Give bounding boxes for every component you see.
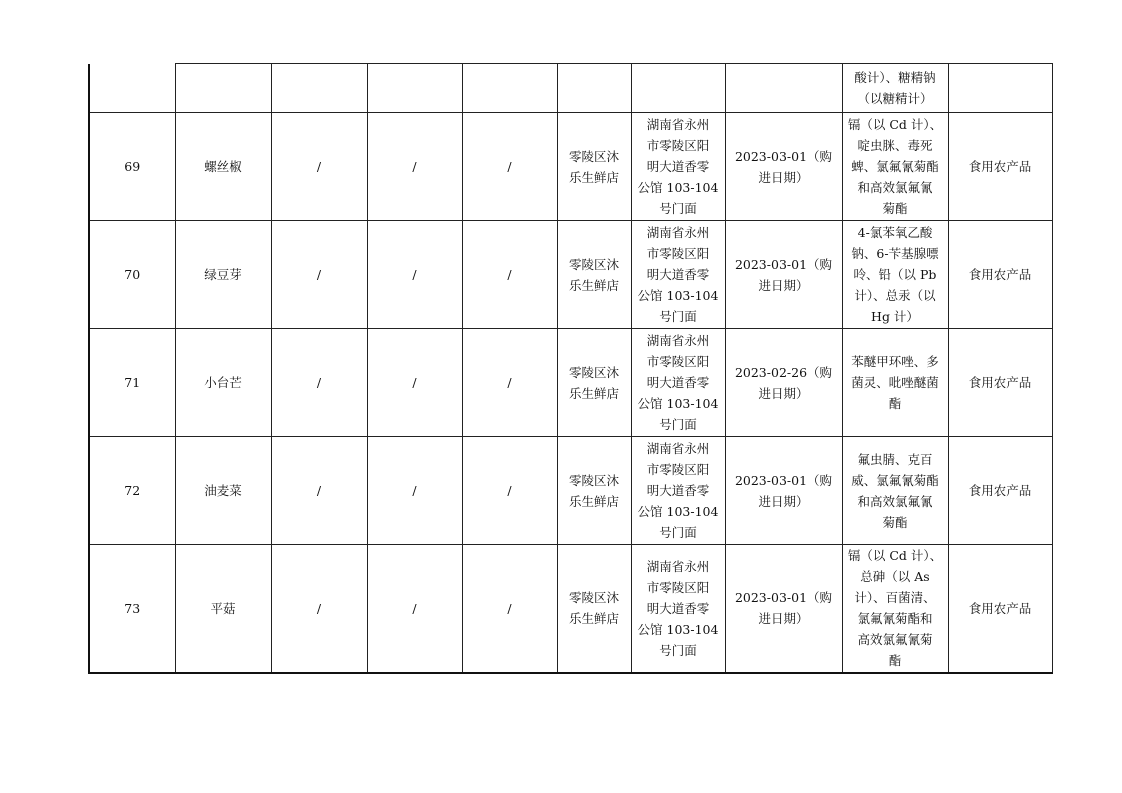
- test-items-cell: [842, 221, 948, 329]
- date-cell: [725, 64, 842, 113]
- address-cell-line: 号门面: [659, 417, 697, 432]
- test-items-cell-line: 苯醚甲环唑、多: [851, 354, 939, 369]
- table-row: [89, 221, 1052, 329]
- address-cell-line: 明大道香零: [646, 267, 710, 282]
- slash-cell: /: [271, 329, 367, 437]
- address-cell-line: 湖南省永州: [646, 333, 710, 348]
- inspection-results-table: [88, 63, 1053, 674]
- test-items-cell-line: 呤、铅（以 Pb: [853, 267, 937, 282]
- address-cell-line: 湖南省永州: [646, 558, 710, 574]
- date-cell-line: 进日期）: [758, 493, 809, 509]
- index-cell: 70: [89, 221, 175, 329]
- date-cell: [725, 113, 842, 221]
- test-items-cell-line: 氯氟氰菊酯和: [857, 611, 933, 627]
- table-row: [89, 437, 1052, 545]
- address-cell-line: 明大道香零: [646, 375, 710, 390]
- date-cell-line: 进日期）: [758, 277, 809, 293]
- address-cell-line: 号门面: [659, 525, 697, 540]
- table-row: [89, 113, 1052, 221]
- store-cell: [557, 221, 631, 329]
- test-items-cell-line: 酸计）、糖精钠: [854, 70, 936, 85]
- category-cell: 食用农产品: [948, 437, 1052, 545]
- address-cell-line: 市零陵区阳: [646, 246, 710, 261]
- address-cell-line: 公馆 103-104: [637, 396, 719, 411]
- test-items-cell-line: 镉（以 Cd 计）、: [847, 548, 943, 564]
- address-cell-line: 市零陵区阳: [646, 354, 710, 369]
- store-cell-line: 零陵区沐: [568, 148, 619, 164]
- slash-cell: /: [271, 545, 367, 673]
- test-items-cell-line: 和高效氯氟氰: [857, 493, 933, 509]
- test-items-cell-line: 菊酯: [882, 201, 908, 216]
- date-cell: [725, 545, 842, 673]
- product-name-cell: 平菇: [175, 545, 271, 673]
- address-cell-line: 号门面: [659, 309, 697, 324]
- test-items-cell: [842, 545, 948, 673]
- product-name-cell: 螺丝椒: [175, 113, 271, 221]
- store-cell-line: 零陵区沐: [568, 256, 619, 272]
- test-items-cell-line: 总砷（以 As: [860, 569, 930, 585]
- address-cell: [631, 545, 725, 673]
- test-items-cell-line: （以糖精计）: [857, 91, 933, 106]
- store-cell-line: 乐生鲜店: [568, 169, 619, 185]
- blank-cell: [367, 64, 462, 113]
- address-cell-line: 明大道香零: [646, 483, 710, 498]
- test-items-cell-line: 酯: [888, 396, 902, 411]
- address-cell-line: 明大道香零: [646, 600, 710, 616]
- store-cell-line: 零陵区沐: [568, 472, 619, 488]
- test-items-cell-line: 酯: [888, 653, 902, 669]
- index-cell: 72: [89, 437, 175, 545]
- store-cell-line: 乐生鲜店: [568, 493, 619, 509]
- test-items-cell-line: 高效氯氟氰菊: [857, 632, 933, 648]
- store-cell-line: 零陵区沐: [568, 364, 619, 380]
- slash-cell: /: [462, 437, 557, 545]
- slash-cell: /: [271, 113, 367, 221]
- slash-cell: /: [462, 113, 557, 221]
- store-cell: [557, 545, 631, 673]
- slash-cell: /: [367, 221, 462, 329]
- test-items-cell: [842, 329, 948, 437]
- address-cell-line: 号门面: [659, 642, 697, 658]
- date-cell-line: 2023-02-26（购: [734, 364, 833, 380]
- date-cell-line: 进日期）: [758, 611, 809, 627]
- store-cell-line: 零陵区沐: [568, 590, 619, 606]
- date-cell-line: 2023-03-01（购: [734, 256, 833, 272]
- slash-cell: /: [271, 437, 367, 545]
- address-cell-line: 湖南省永州: [646, 441, 710, 456]
- store-cell-line: 乐生鲜店: [568, 277, 619, 293]
- slash-cell: /: [367, 545, 462, 673]
- date-cell-line: 2023-03-01（购: [734, 590, 833, 606]
- blank-cell: [462, 64, 557, 113]
- test-items-cell-line: 计）、总汞（以: [854, 288, 936, 303]
- test-items-cell-line: 4-氯苯氧乙酸: [857, 225, 933, 240]
- test-items-cell: [842, 437, 948, 545]
- blank-cell: [271, 64, 367, 113]
- test-items-cell-line: 菌灵、吡唑醚菌: [851, 375, 939, 390]
- address-cell-line: 市零陵区阳: [646, 579, 710, 595]
- index-cell: 71: [89, 329, 175, 437]
- slash-cell: /: [271, 221, 367, 329]
- store-cell: [557, 64, 631, 113]
- test-items-cell-line: 啶虫脒、毒死: [857, 138, 933, 153]
- category-cell: 食用农产品: [948, 545, 1052, 673]
- index-cell: 69: [89, 113, 175, 221]
- slash-cell: /: [367, 437, 462, 545]
- product-name-cell: [175, 64, 271, 113]
- address-cell-line: 号门面: [659, 201, 697, 216]
- category-cell: 食用农产品: [948, 221, 1052, 329]
- table-row: [89, 329, 1052, 437]
- slash-cell: /: [462, 221, 557, 329]
- address-cell: [631, 113, 725, 221]
- address-cell: [631, 221, 725, 329]
- test-items-cell-line: 计）、百菌清、: [854, 590, 936, 606]
- address-cell: [631, 437, 725, 545]
- test-items-cell-line: 镉（以 Cd 计）、: [847, 117, 943, 132]
- test-items-cell-line: 威、氯氟氰菊酯: [851, 472, 939, 488]
- store-cell: [557, 437, 631, 545]
- test-items-cell-line: 钠、6-苄基腺嘌: [851, 246, 939, 261]
- store-cell: [557, 329, 631, 437]
- address-cell-line: 公馆 103-104: [637, 180, 719, 195]
- address-cell: [631, 329, 725, 437]
- product-name-cell: 小台芒: [175, 329, 271, 437]
- index-cell: [89, 64, 175, 113]
- slash-cell: /: [367, 113, 462, 221]
- test-items-cell-line: 蜱、氯氟氰菊酯: [851, 159, 939, 174]
- store-cell-line: 乐生鲜店: [568, 611, 619, 627]
- slash-cell: /: [462, 329, 557, 437]
- test-items-cell: [842, 113, 948, 221]
- product-name-cell: 绿豆芽: [175, 221, 271, 329]
- address-cell-line: 市零陵区阳: [646, 462, 710, 477]
- address-cell-line: 公馆 103-104: [637, 504, 719, 519]
- date-cell-line: 2023-03-01（购: [734, 148, 833, 164]
- address-cell-line: 市零陵区阳: [646, 138, 710, 153]
- slash-cell: /: [462, 545, 557, 673]
- date-cell: [725, 437, 842, 545]
- test-items-cell-line: 和高效氯氟氰: [857, 180, 933, 195]
- address-cell-line: 公馆 103-104: [637, 621, 719, 637]
- table-row-continuation: [89, 64, 1052, 113]
- address-cell: [631, 64, 725, 113]
- test-items-cell-line: 氟虫腈、克百: [857, 451, 933, 467]
- store-cell-line: 乐生鲜店: [568, 385, 619, 401]
- category-cell: [948, 64, 1052, 113]
- test-items-cell-line: Hg 计）: [871, 309, 919, 324]
- test-items-cell: [842, 64, 948, 113]
- slash-cell: /: [367, 329, 462, 437]
- date-cell: [725, 221, 842, 329]
- index-cell: 73: [89, 545, 175, 673]
- test-items-cell-line: 菊酯: [882, 514, 908, 530]
- product-name-cell: 油麦菜: [175, 437, 271, 545]
- category-cell: 食用农产品: [948, 113, 1052, 221]
- date-cell-line: 进日期）: [758, 385, 809, 401]
- store-cell: [557, 113, 631, 221]
- address-cell-line: 公馆 103-104: [637, 288, 719, 303]
- date-cell-line: 2023-03-01（购: [734, 472, 833, 488]
- table-row: [89, 545, 1052, 673]
- address-cell-line: 湖南省永州: [646, 117, 710, 132]
- date-cell-line: 进日期）: [758, 169, 809, 185]
- address-cell-line: 湖南省永州: [646, 225, 710, 240]
- category-cell: 食用农产品: [948, 329, 1052, 437]
- table-body: [89, 64, 1052, 673]
- date-cell: [725, 329, 842, 437]
- address-cell-line: 明大道香零: [646, 159, 710, 174]
